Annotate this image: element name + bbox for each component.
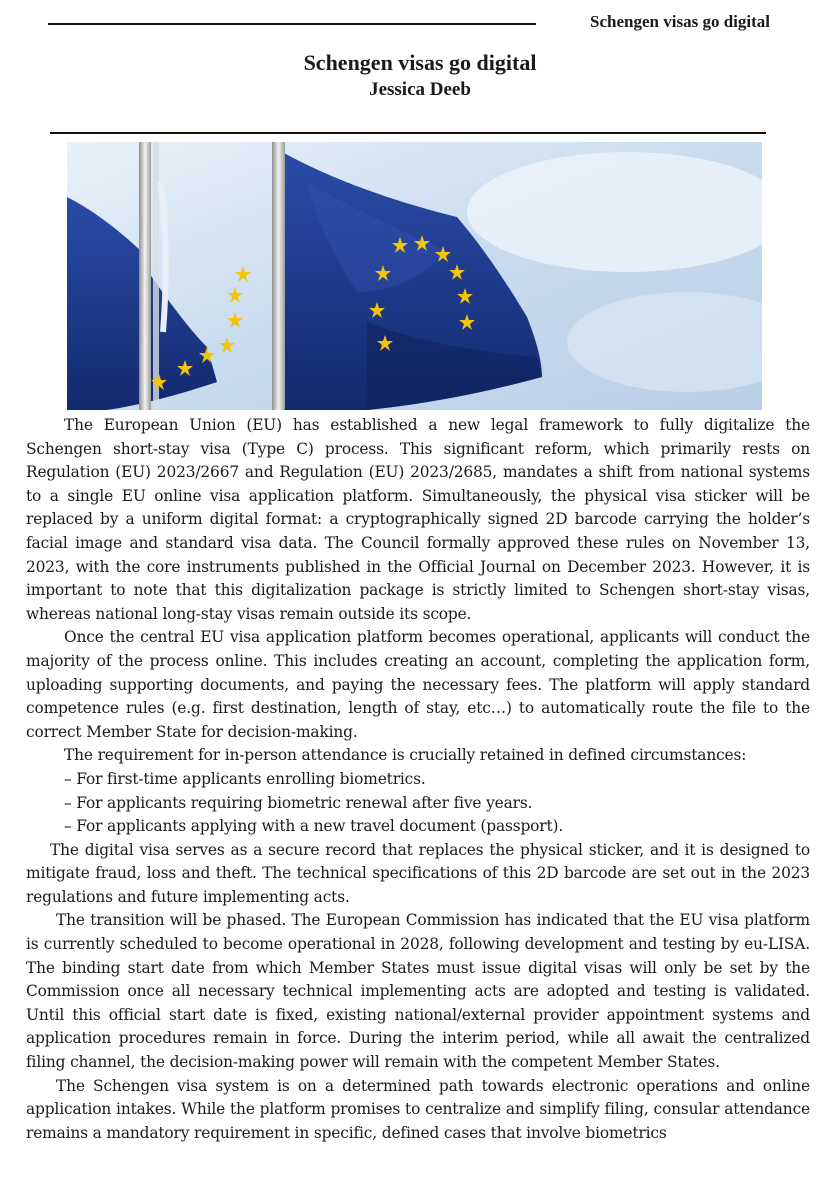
hero-image [67,142,762,410]
paragraph-attendance: The requirement for in-person attendance is crucially retained in defined circumstances: [64,746,747,765]
title-block [0,48,840,102]
header-rule [48,23,536,25]
eu-flags-illustration [67,142,762,410]
running-header-text: Schengen visas go digital [590,12,770,31]
paragraph-conclusion: The Schengen visa system is on a determined path towards electronic operations and online application intakes. While the platform promises to centralize and simplify filing, consular attendance remains a mandatory requirement in specific, defined cases that involve biometrics [26,1076,810,1142]
paragraph-transition: The transition will be phased. The European Commission has indicated that the EU visa platform is currently scheduled to become operational in 2028, following development and testing by eu-LISA. The binding start date from which Member States must issue digital visas will only be set by the Commission once all necessary technical implementing acts are adopted and testing is validated. Until this official start date is fixed, existing national/external provider appointment systems and application procedures remain in force. During the interim period, while all await the centralized filing channel, the decision-making power will remain with the competent Member States. [26,911,810,1072]
paragraph-digital-visa: The digital visa serves as a secure record that replaces the physical sticker, and it is designed to mitigate fraud, loss and theft. The technical specifications of this 2D barcode are set out in the 2023 regulations and future implementing acts. [26,840,810,906]
paragraph-intro: The European Union (EU) has established a new legal framework to fully digitalize the Schengen short-stay visa (Type C) process. This significant reform, which primarily rests on Regulation (EU) 2023/2667 and Regulation (EU) 2023/2685, mandates a shift from national systems to a single EU online visa application platform. Simultaneously, the physical visa sticker will be replaced by a uniform digital format: a cryptographically signed 2D barcode carrying the holder’s facial image and standard visa data. The Council formally approved these rules on November 13, 2023, with the core instruments published in the Official Journal on December 2023. However, it is important to note that this digitalization package is strictly limited to Schengen short-stay visas, whereas national long-stay visas remain outside its scope. [26,416,810,623]
article-title: Schengen visas go digital [303,50,537,75]
title-rule [50,132,766,134]
article-body [26,414,810,1145]
running-header [48,12,770,36]
bullet-item: – For applicants requiring biometric renewal after five years. [64,793,533,812]
bullet-item: – For applicants applying with a new travel document (passport). [64,817,564,836]
paragraph-platform: Once the central EU visa application platform becomes operational, applicants will conduct the majority of the process online. This includes creating an account, completing the application form, uploading supporting documents, and paying the necessary fees. The platform will apply standard competence rules (e.g. first destination, length of stay, etc…) to automatically route the file to the correct Member State for decision-making. [26,628,810,741]
bullet-item: – For first-time applicants enrolling biometrics. [64,769,426,788]
article-author: Jessica Deeb [369,79,471,100]
